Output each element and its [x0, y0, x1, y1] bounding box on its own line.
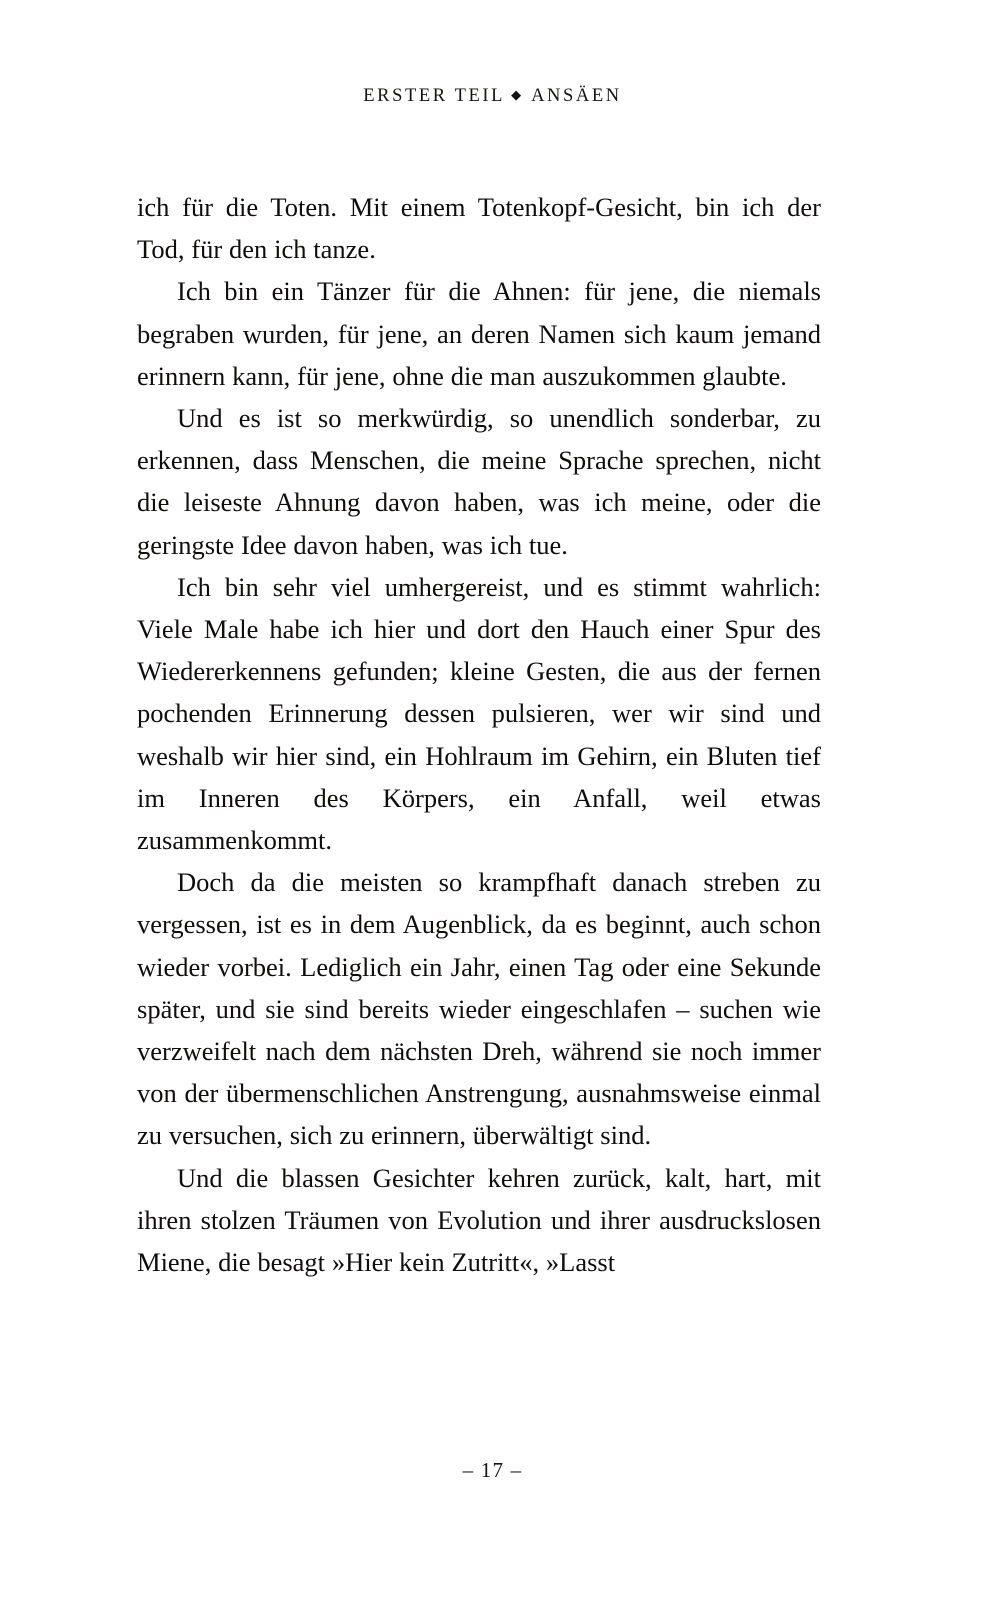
- running-head: [0, 86, 985, 107]
- paragraph: Ich bin sehr viel umhergereist, und es stimmt wahrlich: Viele Male habe ich hier und dort den Hauch einer Spur des Wiedererkennens gefunden; kleine Gesten, die aus der fernen pochenden Erinnerung dessen pulsieren, wer wir sind und weshalb wir hier sind, ein Hohlraum im Gehirn, ein Bluten tief im Inneren des Körpers, ein Anfall, weil etwas zusammenkommt.: [137, 571, 821, 856]
- running-head-part-left: ERSTER TEIL: [363, 86, 506, 106]
- paragraph: Und die blassen Gesichter kehren zurück, kalt, hart, mit ihren stolzen Träumen von Evolution und ihrer ausdruckslosen Miene, die besagt »Hier kein Zutritt«, »Lasst: [137, 1162, 821, 1278]
- body-text-block: [137, 186, 821, 1283]
- paragraph: Und es ist so merkwürdig, so unendlich sonderbar, zu erkennen, dass Menschen, die meine Sprache sprechen, nicht die leiseste Ahnung davon haben, was ich meine, oder die geringste Idee davon haben, was ich tue.: [137, 403, 821, 560]
- paragraph: Ich bin ein Tänzer für die Ahnen: für jene, die niemals begraben wurden, für jene, an deren Namen sich kaum jemand erinnern kann, für jene, ohne die man auszukommen glaubte.: [137, 276, 821, 391]
- page-number: – 17 –: [462, 1458, 523, 1482]
- paragraph: Doch da die meisten so krampfhaft danach streben zu vergessen, ist es in dem Augenblick, da es beginnt, auch schon wieder vorbei. Lediglich ein Jahr, einen Tag oder eine Sekunde später, und sie sind bereits wieder eingeschlafen – suchen wie verzweifelt nach dem nächsten Dreh, während sie noch immer von der übermenschlichen Anstrengung, ausnahmsweise einmal zu versuchen, sich zu erinnern, überwältigt sind.: [137, 867, 821, 1151]
- diamond-ornament-icon: ◆: [511, 87, 522, 102]
- running-head-part-right: ANSÄEN: [531, 86, 622, 106]
- paragraph: ich für die Toten. Mit einem Totenkopf-Gesicht, bin ich der Tod, für den ich tanze.: [137, 192, 821, 265]
